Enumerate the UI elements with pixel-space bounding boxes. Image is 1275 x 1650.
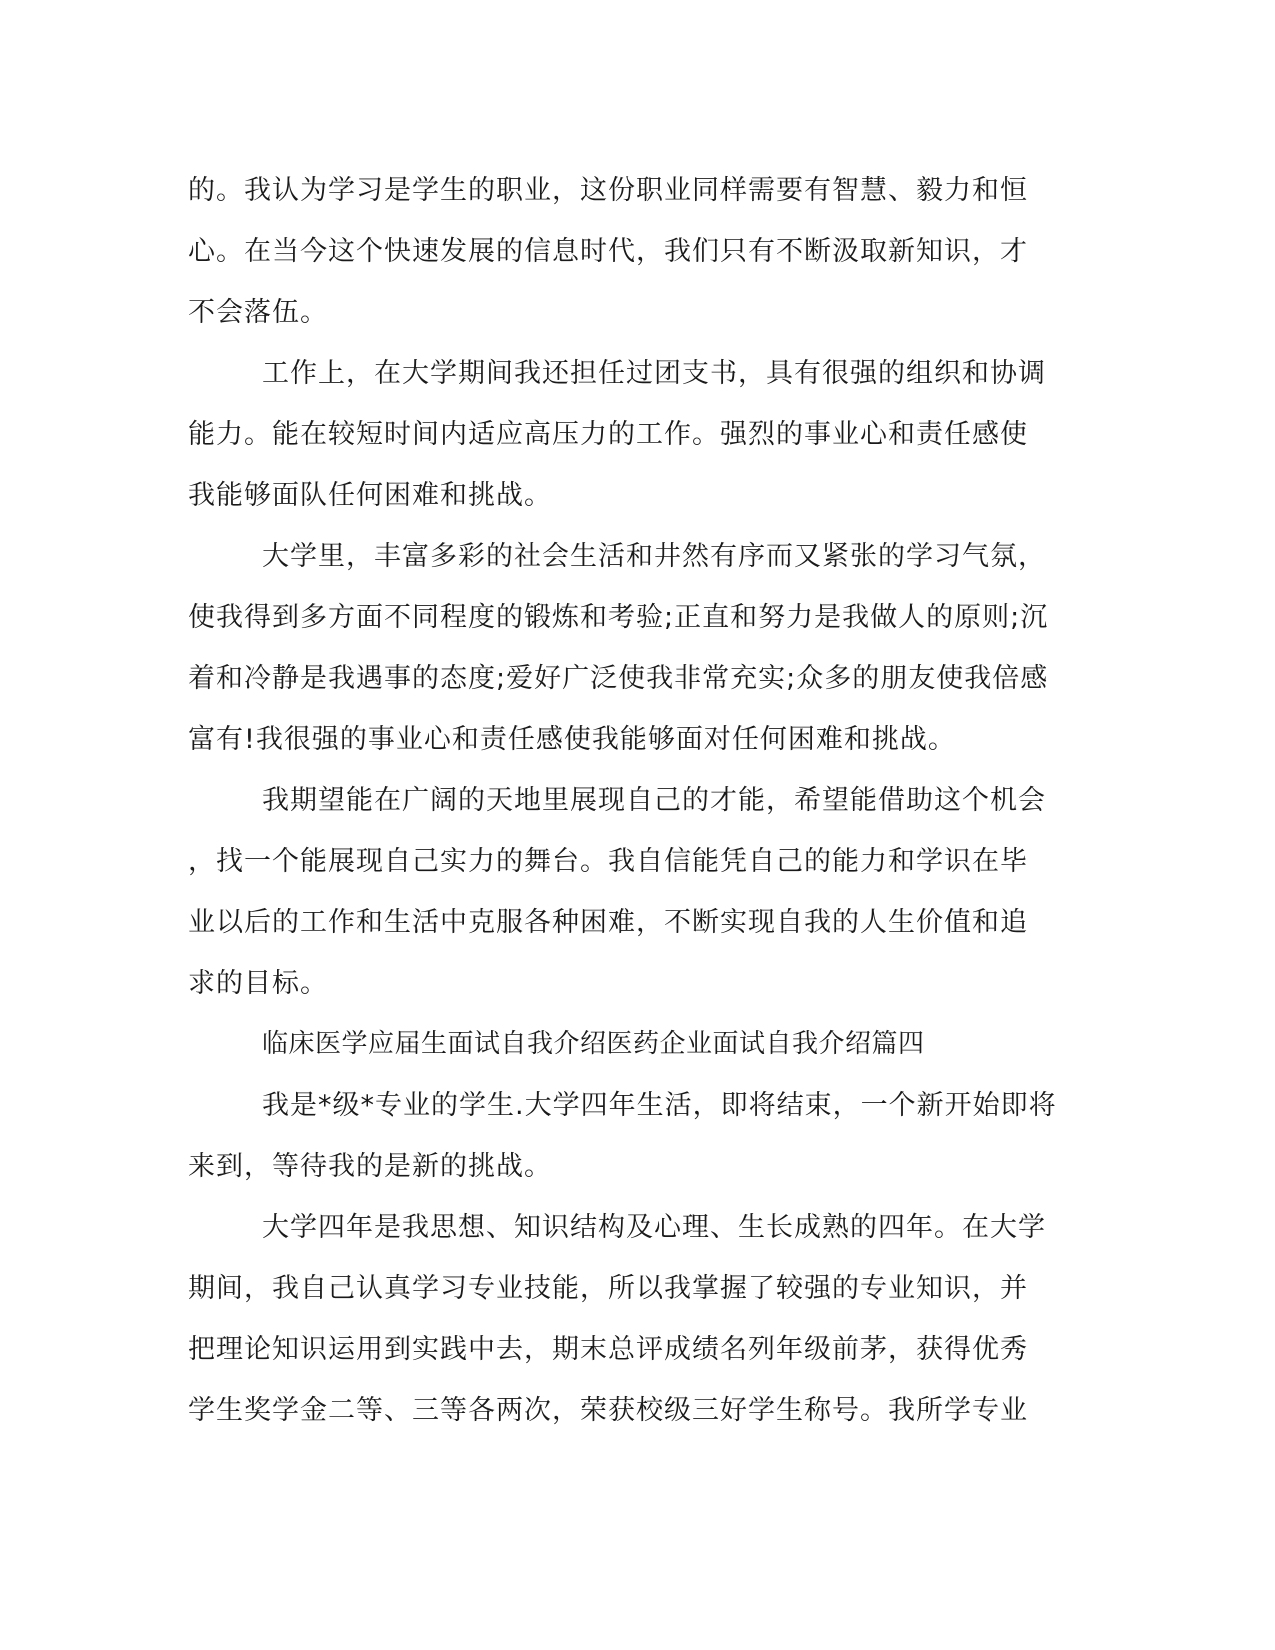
text-line: 大学里，丰富多彩的社会生活和井然有序而又紧张的学习气氛， xyxy=(262,541,1046,572)
paragraph xyxy=(188,160,1088,343)
text-line: 心。在当今这个快速发展的信息时代，我们只有不断汲取新知识，才 xyxy=(188,236,1028,267)
text-line: 大学四年是我思想、知识结构及心理、生长成熟的四年。在大学 xyxy=(262,1212,1046,1243)
text-line: 业以后的工作和生活中克服各种困难，不断实现自我的人生价值和追 xyxy=(188,907,1028,938)
text-line: 我期望能在广阔的天地里展现自己的才能，希望能借助这个机会 xyxy=(262,785,1046,816)
text-line: 的。我认为学习是学生的职业，这份职业同样需要有智慧、毅力和恒 xyxy=(188,175,1028,206)
text-line: 我是*级*专业的学生.大学四年生活，即将结束，一个新开始即将 xyxy=(262,1090,1057,1121)
text-line: 能力。能在较短时间内适应高压力的工作。强烈的事业心和责任感使 xyxy=(188,419,1028,450)
text-line: 我能够面队任何困难和挑战。 xyxy=(188,480,552,511)
paragraph xyxy=(188,526,1088,770)
text-line: 来到，等待我的是新的挑战。 xyxy=(188,1151,552,1182)
paragraph xyxy=(188,343,1088,526)
text-line: 把理论知识运用到实践中去，期末总评成绩名列年级前茅，获得优秀 xyxy=(188,1334,1028,1365)
paragraph xyxy=(188,770,1088,1014)
text-line: 工作上，在大学期间我还担任过团支书，具有很强的组织和协调 xyxy=(262,358,1046,389)
paragraph xyxy=(188,1197,1088,1441)
section-heading xyxy=(188,1014,1088,1075)
text-line: 学生奖学金二等、三等各两次，荣获校级三好学生称号。我所学专业 xyxy=(188,1395,1028,1426)
section-heading-text: 临床医学应届生面试自我介绍医药企业面试自我介绍篇四 xyxy=(262,1029,925,1059)
text-line: 不会落伍。 xyxy=(188,297,328,328)
text-line: ，找一个能展现自己实力的舞台。我自信能凭自己的能力和学识在毕 xyxy=(188,846,1028,877)
paragraph xyxy=(188,1075,1088,1197)
text-line: 着和冷静是我遇事的态度;爱好广泛使我非常充实;众多的朋友使我倍感 xyxy=(188,663,1049,694)
text-line: 使我得到多方面不同程度的锻炼和考验;正直和努力是我做人的原则;沉 xyxy=(188,602,1049,633)
text-line: 求的目标。 xyxy=(188,968,328,999)
text-line: 富有!我很强的事业心和责任感使我能够面对任何困难和挑战。 xyxy=(188,724,956,755)
text-line: 期间，我自己认真学习专业技能，所以我掌握了较强的专业知识，并 xyxy=(188,1273,1028,1304)
document-body xyxy=(188,160,1088,1441)
